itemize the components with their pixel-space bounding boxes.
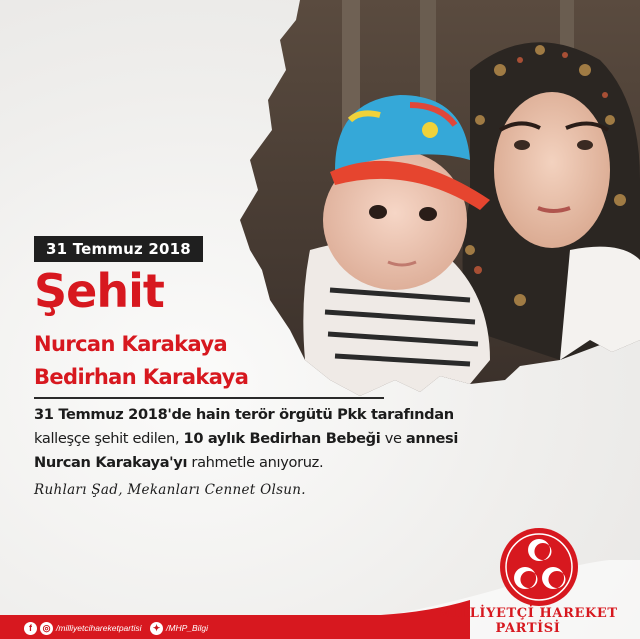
description-line [34,427,504,451]
page-title: Şehit [34,264,164,318]
facebook-icon: f [24,622,37,635]
memorial-description [34,403,504,475]
three-crescents-logo [499,527,579,607]
instagram-icon: ◎ [40,622,53,635]
description-fragment: rahmetle anıyoruz. [187,454,324,471]
martyr-name-2: Bedirhan Karakaya [34,365,249,389]
description-fragment: kalleşçe şehit edilen, [34,430,184,447]
description-line [34,451,504,475]
martyr-name-1: Nurcan Karakaya [34,332,228,356]
party-name: MİLLİYETÇİ HAREKET PARTİSİ [438,606,618,636]
twitter-handle: /MHP_Bilgi [166,623,209,633]
twitter-icon: ✦ [150,622,163,635]
description-fragment: Nurcan Karakaya'yı [34,454,188,471]
description-fragment: annesi [405,430,459,447]
divider [34,397,384,399]
prayer-text: Ruhları Şad, Mekanları Cennet Olsun. [34,482,306,498]
description-fragment: 31 Temmuz 2018'de hain terör örgütü Pkk tarafından [34,406,454,423]
facebook-link[interactable] [24,620,142,636]
description-fragment: ve [380,430,406,447]
description-line [34,403,504,427]
date-label: 31 Temmuz 2018 [34,236,203,262]
description-fragment: 10 aylık Bedirhan Bebeği [183,430,381,447]
facebook-handle: /milliyetcihareketpartisi [56,623,142,633]
twitter-link[interactable] [150,620,208,636]
